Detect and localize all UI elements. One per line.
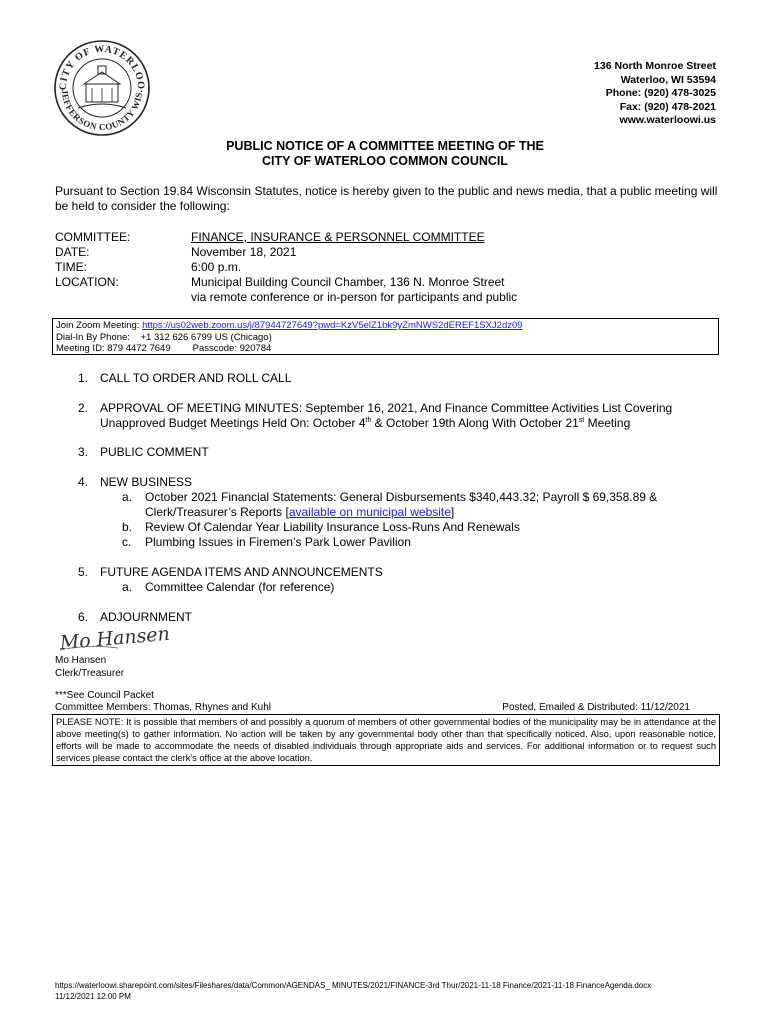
location-value-line-1: Municipal Building Council Chamber, 136 N. Monroe Street (191, 275, 505, 289)
please-note-box: PLEASE NOTE: It is possible that members of and possibly a quorum of members of other governmental bodies of the municipality may be in attendance at the above meeting(s) to gather information. No action will be taken by any governmental body other than that specifically noticed. Also, upon reasonable notice, efforts will be made to accommodate the needs of disabled individuals through appropriate aids and services. For additional information or to request such services please contact the clerk's office at the above location. (52, 714, 720, 766)
zoom-meeting-id: Meeting ID: 879 4472 7649 (56, 343, 171, 354)
seal-bottom-text: JEFFERSON COUNTY WIS. (59, 89, 145, 133)
location-label: LOCATION: (55, 275, 119, 289)
seal-top-text: CITY OF WATERLOO (57, 43, 147, 91)
agenda-item-2-sup-1: th (365, 417, 372, 424)
date-value: November 18, 2021 (191, 245, 297, 259)
address-web: www.waterloowi.us (619, 114, 716, 126)
municipal-website-link[interactable]: available on municipal website (288, 505, 451, 519)
agenda-item-4a-line-2b: ] (450, 505, 455, 519)
council-packet-note: ***See Council Packet (55, 690, 154, 701)
committee-members: Committee Members: Thomas, Rhynes and Kuhl (55, 702, 272, 713)
signer-role: Clerk/Treasurer (55, 667, 125, 679)
address-fax: Fax: (920) 478-2021 (619, 100, 716, 113)
members-row (55, 702, 690, 714)
agenda-item-1-text: CALL TO ORDER AND ROLL CALL (100, 371, 292, 385)
zoom-join-label: Join Zoom Meeting: (56, 320, 143, 331)
zoom-info-box (52, 318, 719, 355)
committee-label: COMMITTEE: (55, 230, 131, 244)
posted-date: Posted, Emailed & Distributed: 11/12/2021 (502, 702, 690, 713)
signature-script: Mo Hansen (58, 624, 171, 654)
agenda-item-4c-text: Plumbing Issues in Firemen’s Park Lower Pavilion (145, 535, 411, 549)
committee-value: FINANCE, INSURANCE & PERSONNEL COMMITTEE (191, 230, 485, 244)
title-line-1: PUBLIC NOTICE OF A COMMITTEE MEETING OF THE (226, 139, 544, 153)
time-value: 6:00 p.m. (191, 260, 242, 274)
agenda-item-3-text: PUBLIC COMMENT (100, 445, 209, 459)
agenda-item-5-text: FUTURE AGENDA ITEMS AND ANNOUNCEMENTS (100, 565, 383, 579)
agenda-item-2-line-2 (100, 416, 720, 431)
handwritten-signature (58, 624, 178, 654)
agenda-item-4a-line-2a: Clerk/Treasurer’s Reports [ (145, 505, 289, 519)
notice-title (0, 139, 770, 169)
city-seal (52, 38, 152, 138)
agenda-item-4a-letter: a. (122, 490, 133, 504)
address-block (594, 60, 716, 128)
agenda-item-2-line-2a: Unapproved Budget Meetings Held On: October 4 (100, 416, 366, 430)
agenda-item-4a-line-2 (145, 505, 720, 520)
zoom-meeting-line (56, 343, 715, 355)
agenda-item-4c-letter: c. (122, 535, 132, 549)
agenda-item-4b-text: Review Of Calendar Year Liability Insurance Loss-Runs And Renewals (145, 520, 520, 534)
agenda-item-4b-letter: b. (122, 520, 133, 534)
time-label: TIME: (55, 260, 87, 274)
signer-name: Mo Hansen (55, 655, 107, 666)
agenda-item-2-line-2b: & October 19th Along With October 21 (371, 416, 579, 430)
zoom-join-link[interactable]: https://us02web.zoom.us/j/87944727649?pwd=KzV5elZ1bk9yZmNWS2dEREF1SXJ2dz09 (142, 320, 523, 331)
agenda-item-2-sup-2: st (578, 417, 585, 424)
agenda-item-2-line-1: APPROVAL OF MEETING MINUTES: September 16, 2021, And Finance Committee Activities List Covering (100, 401, 673, 415)
footer-path: https://waterloowi.sharepoint.com/sites/Fileshares/data/Common/AGENDAS_ MINUTES/2021/FINANCE-3rd Thur/2021-11-18 Finance/2021-11-18 FinanceAgenda.docx (55, 981, 652, 990)
signer-block (55, 655, 124, 680)
zoom-join-line (56, 320, 715, 332)
location-value-line-2: via remote conference or in-person for participants and public (191, 290, 518, 304)
footer-timestamp: 11/12/2021 12:00 PM (55, 992, 131, 1001)
agenda-item-6-text: ADJOURNMENT (100, 610, 192, 624)
agenda-item-5a-letter: a. (122, 580, 133, 594)
intro-paragraph: Pursuant to Section 19.84 Wisconsin Statutes, notice is hereby given to the public and news media, that a public meeting will be held to consider the following: (55, 184, 718, 213)
zoom-dial-in: Dial-In By Phone: +1 312 626 6799 US (Chicago) (56, 331, 272, 343)
date-label: DATE: (55, 245, 90, 259)
agenda-item-2-number: 2. (78, 401, 89, 415)
agenda-item-4-number: 4. (78, 475, 89, 489)
agenda-item-1-number: 1. (78, 371, 89, 385)
svg-text:CITY OF WATERLOO (58, 44, 146, 91)
agenda-item-3-number: 3. (78, 445, 89, 459)
address-street: 136 North Monroe Street (594, 60, 716, 72)
document-footer (55, 980, 651, 1002)
agenda-item-6-number: 6. (78, 610, 89, 624)
agenda-item-5-number: 5. (78, 565, 89, 579)
agenda-item-4-text: NEW BUSINESS (100, 475, 193, 489)
zoom-passcode: Passcode: 920784 (192, 343, 272, 354)
agenda-item-2-line-2c: Meeting (584, 416, 631, 430)
title-line-2: CITY OF WATERLOO COMMON COUNCIL (261, 154, 509, 168)
address-city: Waterloo, WI 53594 (620, 73, 716, 86)
agenda-item-5a-text: Committee Calendar (for reference) (145, 580, 335, 594)
agenda-item-4a-line-1: October 2021 Financial Statements: General Disbursements $340,443.32; Payroll $ 69,358.89 & (145, 490, 658, 504)
address-phone: Phone: (920) 478-3025 (605, 87, 716, 99)
